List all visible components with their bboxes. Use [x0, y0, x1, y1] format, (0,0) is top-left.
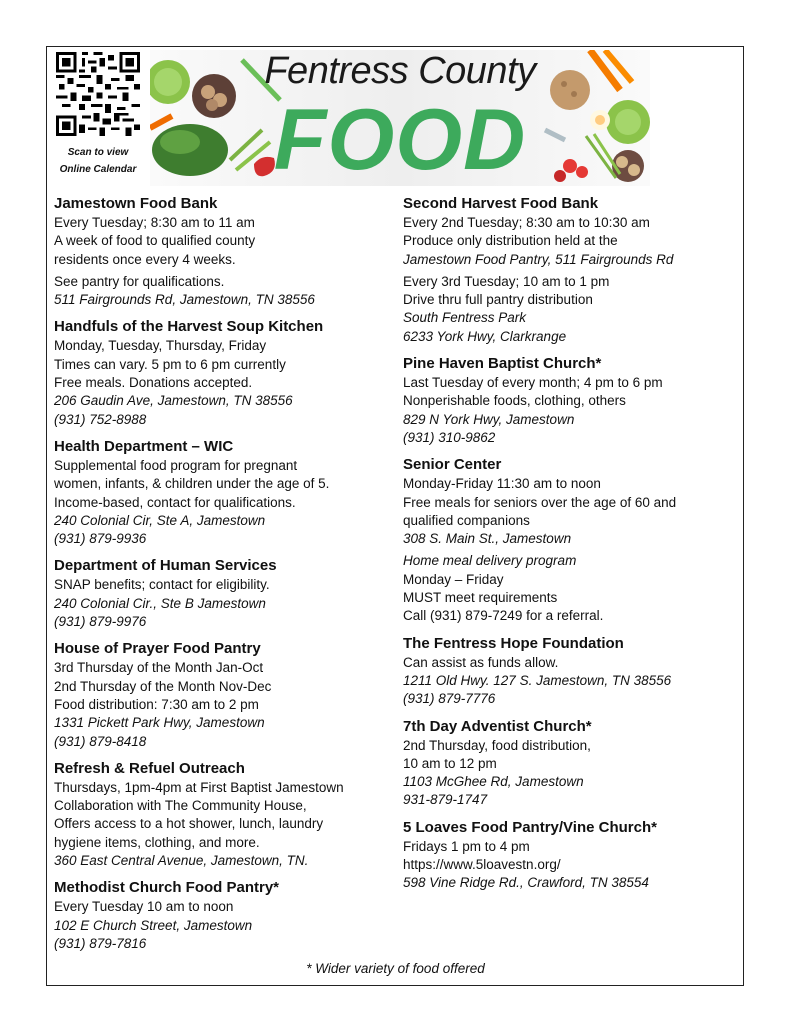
listing-detail-italic: 511 Fairgrounds Rd, Jamestown, TN 38556 [54, 292, 315, 308]
listing-detail-italic: 931-879-1747 [403, 792, 488, 808]
banner-food-word: FOOD [273, 92, 527, 186]
listing-name: Methodist Church Food Pantry* [54, 879, 279, 897]
listing-detail-italic: (931) 752-8988 [54, 411, 147, 427]
listing-detail: Call (931) 879-7249 for a referral. [403, 608, 604, 624]
listing-name: Handfuls of the Harvest Soup Kitchen [54, 318, 324, 336]
listing-detail: https://www.5loavestn.org/ [403, 857, 561, 873]
listing-detail: 2nd Thursday of the Month Nov-Dec [54, 678, 272, 694]
listing-detail-italic: Home meal delivery program [403, 553, 577, 569]
listing-name: Refresh & Refuel Outreach [54, 759, 245, 777]
listing-detail: Free meals for seniors over the age of 60 and [403, 494, 677, 510]
listing-detail: residents once every 4 weeks. [54, 251, 236, 267]
listing-name: Department of Human Services [54, 557, 277, 575]
listing-detail: Last Tuesday of every month; 4 pm to 6 pm [403, 375, 663, 391]
listing-detail: MUST meet requirements [403, 590, 558, 606]
listing-entry [54, 194, 394, 309]
listing-detail-italic: 206 Gaudin Ave, Jamestown, TN 38556 [54, 393, 293, 409]
listing-entry [54, 317, 394, 428]
listing-detail: Offers access to a hot shower, lunch, laundry [54, 816, 324, 832]
listing-detail: SNAP benefits; contact for eligibility. [54, 577, 270, 593]
listing-entry [403, 818, 733, 893]
listing-detail: Monday-Friday 11:30 am to noon [403, 476, 601, 492]
listing-detail-italic: 6233 York Hwy, Clarkrange [403, 328, 567, 344]
listing-detail: Every Tuesday 10 am to noon [54, 899, 234, 915]
listing-detail: Thursdays, 1pm-4pm at First Baptist Jamestown [54, 779, 344, 795]
qr-caption [52, 144, 144, 178]
qr-caption-line2: Online Calendar [59, 164, 137, 175]
listing-name: Second Harvest Food Bank [403, 195, 599, 212]
listing-detail: Collaboration with The Community House, [54, 798, 307, 814]
listing-name: The Fentress Hope Foundation [403, 634, 624, 652]
listing-detail: Nonperishable foods, clothing, others [403, 393, 626, 409]
listing-entry [403, 194, 733, 346]
listing-detail: Every Tuesday; 8:30 am to 11 am [54, 215, 255, 230]
listing-detail: See pantry for qualifications. [54, 273, 225, 289]
listing-detail-italic: Jamestown Food Pantry, 511 Fairgrounds Rd [403, 251, 674, 267]
header-banner [150, 50, 650, 186]
listing-name: House of Prayer Food Pantry [54, 640, 261, 658]
right-column [403, 194, 733, 901]
footnote: * Wider variety of food offered [306, 961, 485, 976]
qr-caption-line1: Scan to view [67, 147, 129, 158]
listing-detail: Can assist as funds allow. [403, 654, 559, 670]
listing-detail: Times can vary. 5 pm to 6 pm currently [54, 356, 286, 372]
listing-detail-italic: 102 E Church Street, Jamestown [54, 917, 253, 933]
listing-name: Health Department – WIC [54, 437, 234, 455]
listing-name: 7th Day Adventist Church* [403, 717, 592, 735]
listing-name: Jamestown Food Bank [54, 195, 218, 212]
listing-entry [54, 437, 394, 548]
listing-detail-italic: South Fentress Park [403, 310, 527, 326]
listing-entry [403, 634, 733, 709]
listing-detail-italic: 1103 McGhee Rd, Jamestown [403, 774, 584, 790]
listing-entry [403, 455, 733, 625]
listing-detail-italic: (931) 879-9936 [54, 531, 147, 547]
listing-detail-italic: 829 N York Hwy, Jamestown [403, 411, 575, 427]
listing-name: Pine Haven Baptist Church* [403, 355, 602, 373]
listing-entry [403, 717, 733, 810]
listing-detail-italic: (931) 879-8418 [54, 733, 147, 749]
listing-detail: Drive thru full pantry distribution [403, 292, 593, 308]
listing-detail-italic: (931) 310-9862 [403, 429, 496, 445]
listing-entry [54, 639, 394, 750]
listing-detail-italic: 240 Colonial Cir, Ste A, Jamestown [54, 512, 266, 528]
listing-detail: Supplemental food program for pregnant [54, 457, 298, 473]
qr-code-icon[interactable] [56, 52, 140, 136]
listing-detail: A week of food to qualified county [54, 233, 256, 249]
listing-detail: Fridays 1 pm to 4 pm [403, 838, 530, 854]
listing-detail-italic: (931) 879-7776 [403, 691, 496, 707]
listing-detail-italic: (931) 879-9976 [54, 614, 147, 630]
listing-detail: Monday, Tuesday, Thursday, Friday [54, 338, 267, 354]
banner-title: Fentress County [264, 50, 536, 92]
listing-entry [403, 354, 733, 447]
listing-detail-italic: 598 Vine Ridge Rd., Crawford, TN 38554 [403, 875, 649, 891]
listing-detail-italic: 308 S. Main St., Jamestown [403, 531, 572, 547]
listing-entry [54, 556, 394, 631]
qr-section [52, 50, 144, 178]
listing-detail-italic: (931) 879-7816 [54, 935, 147, 951]
listing-detail: Produce only distribution held at the [403, 233, 618, 249]
listing-name: Senior Center [403, 456, 502, 474]
listing-detail: qualified companions [403, 512, 530, 528]
listing-detail: 2nd Thursday, food distribution, [403, 737, 591, 753]
listing-detail: Food distribution: 7:30 am to 2 pm [54, 696, 259, 712]
listing-detail: hygiene items, clothing, and more. [54, 834, 260, 850]
listing-detail: Free meals. Donations accepted. [54, 375, 253, 391]
listing-entry [54, 759, 394, 870]
listing-detail: Income-based, contact for qualifications. [54, 494, 296, 510]
listing-detail: Every 2nd Tuesday; 8:30 am to 10:30 am [403, 215, 650, 230]
left-column [54, 194, 394, 961]
listing-detail-italic: 1331 Pickett Park Hwy, Jamestown [54, 715, 265, 731]
listing-detail-italic: 1211 Old Hwy. 127 S. Jamestown, TN 38556 [403, 672, 672, 688]
listing-detail-italic: 360 East Central Avenue, Jamestown, TN. [54, 853, 309, 869]
listing-name: 5 Loaves Food Pantry/Vine Church* [403, 818, 657, 836]
listing-detail: 3rd Thursday of the Month Jan-Oct [54, 660, 264, 676]
listing-detail-italic: 240 Colonial Cir., Ste B Jamestown [54, 595, 266, 611]
listing-detail: 10 am to 12 pm [403, 755, 497, 771]
listing-detail: Every 3rd Tuesday; 10 am to 1 pm [403, 273, 610, 289]
listing-detail: Monday – Friday [403, 571, 504, 587]
listing-detail: women, infants, & children under the age of 5. [54, 476, 330, 492]
listing-entry [54, 878, 394, 953]
